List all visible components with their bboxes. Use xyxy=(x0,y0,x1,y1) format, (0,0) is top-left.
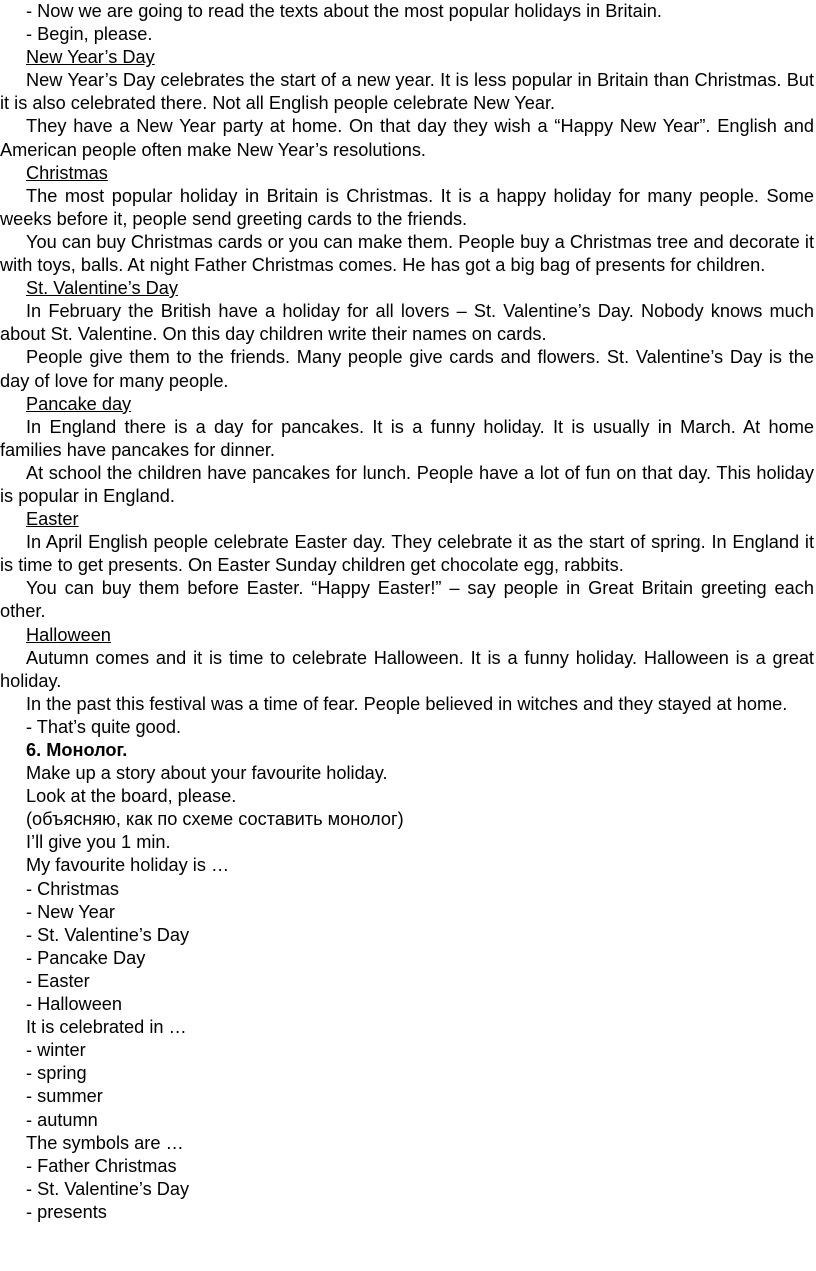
paragraph: In February the British have a holiday for all lovers – St. Valentine’s Day. Nobody knows much about St. Valentine. On this day children write their names on cards. xyxy=(0,301,814,345)
task-line: I’ll give you 1 min. xyxy=(26,832,171,853)
task-heading: 6. Монолог. xyxy=(26,740,128,760)
scheme-prompt: It is celebrated in … xyxy=(26,1017,187,1038)
paragraph: You can buy them before Easter. “Happy Easter!” – say people in Great Britain greeting each other. xyxy=(0,578,814,622)
scheme-option: - St. Valentine’s Day xyxy=(26,1178,190,1199)
scheme-option: - St. Valentine’s Day xyxy=(26,924,190,945)
closing-line: - That’s quite good. xyxy=(26,716,182,737)
paragraph: You can buy Christmas cards or you can make them. People buy a Christmas tree and decorate it with toys, balls. At night Father Christmas comes. He has got a big bag of presents for children. xyxy=(0,231,814,276)
paragraph: People give them to the friends. Many people give cards and flowers. St. Valentine’s Day is the day of love for many people. xyxy=(0,347,814,391)
task-line: Make up a story about your favourite holiday. xyxy=(26,763,388,784)
section-heading: New Year’s Day xyxy=(26,47,155,68)
scheme-prompt: My favourite holiday is … xyxy=(26,855,230,876)
paragraph: They have a New Year party at home. On that day they wish a “Happy New Year”. English and American people often make New Year’s resolutions. xyxy=(0,116,814,160)
scheme-option: - Christmas xyxy=(26,878,119,899)
section-heading: Halloween xyxy=(26,624,111,645)
section-heading: Christmas xyxy=(26,162,108,183)
scheme-option: - summer xyxy=(26,1086,103,1107)
intro-line: - Begin, please. xyxy=(26,24,153,45)
scheme-option: - Halloween xyxy=(26,994,123,1015)
scheme-option: - New Year xyxy=(26,901,115,922)
section-heading: Pancake day xyxy=(26,393,132,414)
task-line: (объясняю, как по схеме составить монолог) xyxy=(26,809,404,830)
task-line: Look at the board, please. xyxy=(26,786,237,807)
paragraph: In the past this festival was a time of fear. People believed in witches and they stayed at home. xyxy=(26,693,788,714)
section-heading: St. Valentine’s Day xyxy=(26,278,178,299)
paragraph: The most popular holiday in Britain is Christmas. It is a happy holiday for many people. Some weeks before it, people send greeting cards to the friends. xyxy=(0,185,814,229)
paragraph: New Year’s Day celebrates the start of a new year. It is less popular in Britain than Christmas. But it is also celebrated there. Not all English people celebrate New Year. xyxy=(0,70,814,114)
scheme-option: - autumn xyxy=(26,1109,98,1130)
paragraph: In April English people celebrate Easter day. They celebrate it as the start of spring. In England it is time to get presents. On Easter Sunday children get chocolate egg, rabbits. xyxy=(0,532,814,576)
scheme-option: - winter xyxy=(26,1040,86,1061)
paragraph: In England there is a day for pancakes. It is a funny holiday. It is usually in March. At home families have pancakes for dinner. xyxy=(0,416,814,460)
intro-line: - Now we are going to read the texts about the most popular holidays in Britain. xyxy=(26,1,662,21)
scheme-option: - Pancake Day xyxy=(26,947,146,968)
paragraph: Autumn comes and it is time to celebrate Halloween. It is a funny holiday. Halloween is a great holiday. xyxy=(0,647,814,691)
scheme-option: - Father Christmas xyxy=(26,1155,177,1176)
scheme-option: - spring xyxy=(26,1063,87,1084)
section-heading: Easter xyxy=(26,509,79,530)
scheme-option: - Easter xyxy=(26,970,90,991)
paragraph: At school the children have pancakes for lunch. People have a lot of fun on that day. This holiday is popular in England. xyxy=(0,462,814,506)
scheme-prompt: The symbols are … xyxy=(26,1132,184,1153)
scheme-option: - presents xyxy=(26,1201,107,1222)
